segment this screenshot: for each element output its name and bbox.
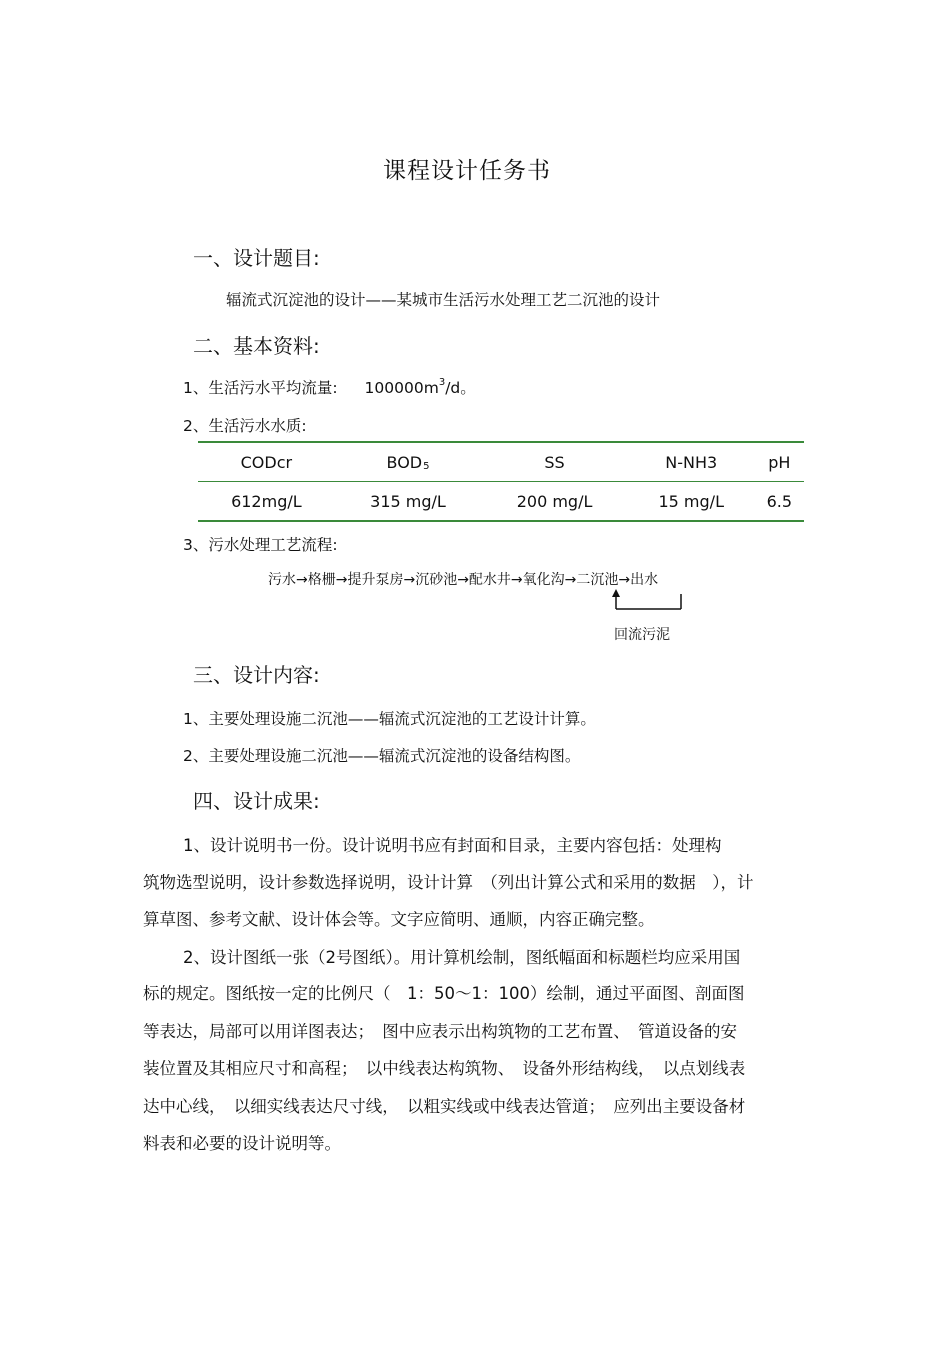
design-topic: 辐流式沉淀池的设计——某城市生活污水处理工艺二沉池的设计 (226, 291, 661, 309)
process-flow-label: 3、污水处理工艺流程: (183, 536, 338, 554)
result-para2-line: 等表达，局部可以用详图表达； 图中应表示出构筑物的工艺布置、 管道设备的安 (143, 1022, 737, 1041)
result-para1-line: 算草图、参考文献、设计体会等。文字应简明、通顺，内容正确完整。 (143, 910, 655, 929)
content-item-1: 1、主要处理设施二沉池——辐流式沉淀池的工艺设计计算。 (183, 710, 596, 728)
flow-rate-value: 100000m (364, 379, 439, 397)
section2-heading: 二、基本资料: (193, 334, 320, 358)
header-ph: pH (755, 442, 804, 482)
value-codcr: 612mg/L (231, 491, 302, 511)
water-quality-label: 2、生活污水水质: (183, 417, 307, 435)
flow-rate-superscript: 3 (438, 377, 446, 388)
water-quality-table (198, 441, 804, 522)
table-row (198, 482, 804, 522)
result-para1-line: 筑物选型说明，设计参数选择说明，设计计算 （列出计算公式和采用的数据 ），计 (143, 873, 754, 892)
flow-rate-label: 1、生活污水平均流量: (183, 379, 338, 397)
header-nnh3: N-NH3 (628, 442, 755, 482)
bod-subscript: 5 (423, 460, 430, 472)
result-para2-line: 装位置及其相应尺寸和高程； 以中线表达构筑物、 设备外形结构线， 以点划线表 (143, 1059, 746, 1078)
value-ss: 200 mg/L (516, 491, 593, 511)
section4-heading: 四、设计成果: (193, 789, 320, 813)
document-title: 课程设计任务书 (383, 158, 551, 184)
result-para2-line: 达中心线， 以细实线表达尺寸线， 以粗实线或中线表达管道； 应列出主要设备材 (143, 1097, 746, 1116)
result-para2-line: 2、设计图纸一张（2号图纸）。用计算机绘制，图纸幅面和标题栏均应采用国 (183, 948, 741, 967)
section3-heading: 三、设计内容: (193, 663, 320, 687)
result-para1-line: 1、设计说明书一份。设计说明书应有封面和目录，主要内容包括：处理构 (183, 836, 722, 855)
header-ss: SS (481, 442, 628, 482)
table-header-row (198, 442, 804, 482)
value-nnh3: 15 mg/L (658, 491, 724, 511)
header-bod: BOD5 (335, 442, 482, 482)
result-para2-line: 料表和必要的设计说明等。 (143, 1134, 341, 1153)
process-flow-line: 污水→格栅→提升泵房→沉砂池→配水井→氧化沟→二沉池→出水 (268, 572, 659, 588)
value-bod: 315 mg/L (370, 491, 446, 511)
content-item-2: 2、主要处理设施二沉池——辐流式沉淀池的设备结构图。 (183, 747, 581, 765)
flow-rate-unit: /d。 (445, 379, 476, 397)
header-codcr: CODcr (198, 442, 335, 482)
recycle-arrow-icon (600, 588, 690, 616)
result-para2-line: 标的规定。图纸按一定的比例尺（ 1：50～1：100）绘制，通过平面图、剖面图 (143, 984, 745, 1003)
section1-heading: 一、设计题目: (193, 246, 320, 270)
value-ph: 6.5 (766, 491, 793, 511)
recycle-sludge-label: 回流污泥 (614, 627, 670, 643)
flow-rate-item (183, 376, 476, 398)
